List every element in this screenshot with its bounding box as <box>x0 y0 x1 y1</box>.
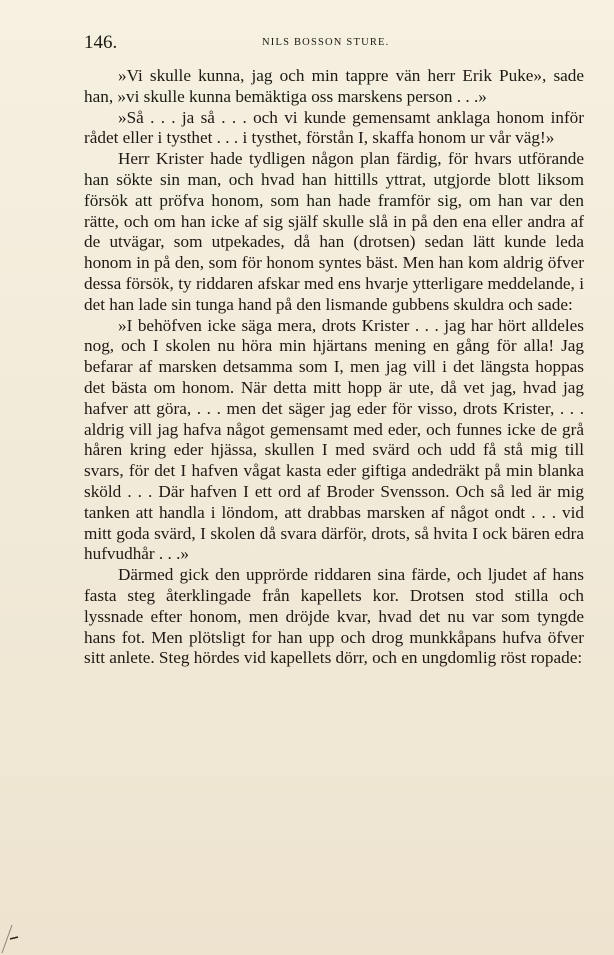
corner-scratch-mark <box>0 895 30 955</box>
page-number: 146. <box>84 32 118 53</box>
running-title: NILS BOSSON STURE. <box>262 37 390 48</box>
paragraph-5: Därmed gick den upprörde riddaren sina färde, och ljudet af hans fasta steg återklingade från kapellets kor. Drotsen stod stilla och lyssnade efter honom, men dröjde kvar, hvad det nu var som tyngde hans fot. Men plötsligt for han upp och drog munkkåpans hufva öfver sitt anlete. Steg hördes vid kapellets dörr, och en ungdomlig röst ropade: <box>84 565 584 668</box>
page-header <box>84 32 584 54</box>
paragraph-1: »Vi skulle kunna, jag och min tappre vän herr Erik Puke», sade han, »vi skulle kunna bemäktiga oss marskens person . . .» <box>84 66 584 106</box>
paragraph-4: »I behöfven icke säga mera, drots Krister . . . jag har hört alldeles nog, och I skolen nu höra min hjärtans mening en gång för alla! Jag befarar af marsken detsamma som I, men jag vill i det längsta hoppas det bästa om honom. När detta mitt hopp är ute, då vet jag, hvad jag hafver att göra, . . . men det säger jag eder för visso, drots Krister, . . . aldrig vill jag hafva något gemensamt med eder, och funnes icke de grå håren kring eder hjässa, skullen I med svärd och udd få stå mig till svars, för det I hafven vågat kasta eder giftiga andedräkt på min blanka sköld . . . Där hafven I ett ord af Broder Svensson. Och så led är mig tanken att handla i löndom, att drabbas marsken af något ondt . . . vid mitt goda svärd, I skolen då svara därför, drots, så hvita I ock bären edra hufvudhår . . .» <box>84 315 584 564</box>
paragraph-2: »Så . . . ja så . . . och vi kunde gemensamt anklaga honom inför rådet eller i tysthet . . . i tysthet, förstån I, skaffa honom ur vår väg!» <box>84 107 584 148</box>
body-text <box>84 66 584 669</box>
paragraph-3: Herr Krister hade tydligen någon plan färdig, för hvars utförande han sökte sin man, och hvad han hittills yttrat, utgjorde blott liksom försök att pröfva honom, som han hade framför sig, om han var den rätte, och om han icke af sig själf skulle slå in på den ena eller andra af de utvägar, som utpekades, då han (drotsen) sedan lätt kunde leda honom in på den, som för honom syntes bäst. Men han kom aldrig öfver dessa försök, ty riddaren afskar med ens hvarje ytterligare meddelande, i det han lade sin tunga hand på den lismande gubbens skuldra och sade: <box>84 149 584 314</box>
